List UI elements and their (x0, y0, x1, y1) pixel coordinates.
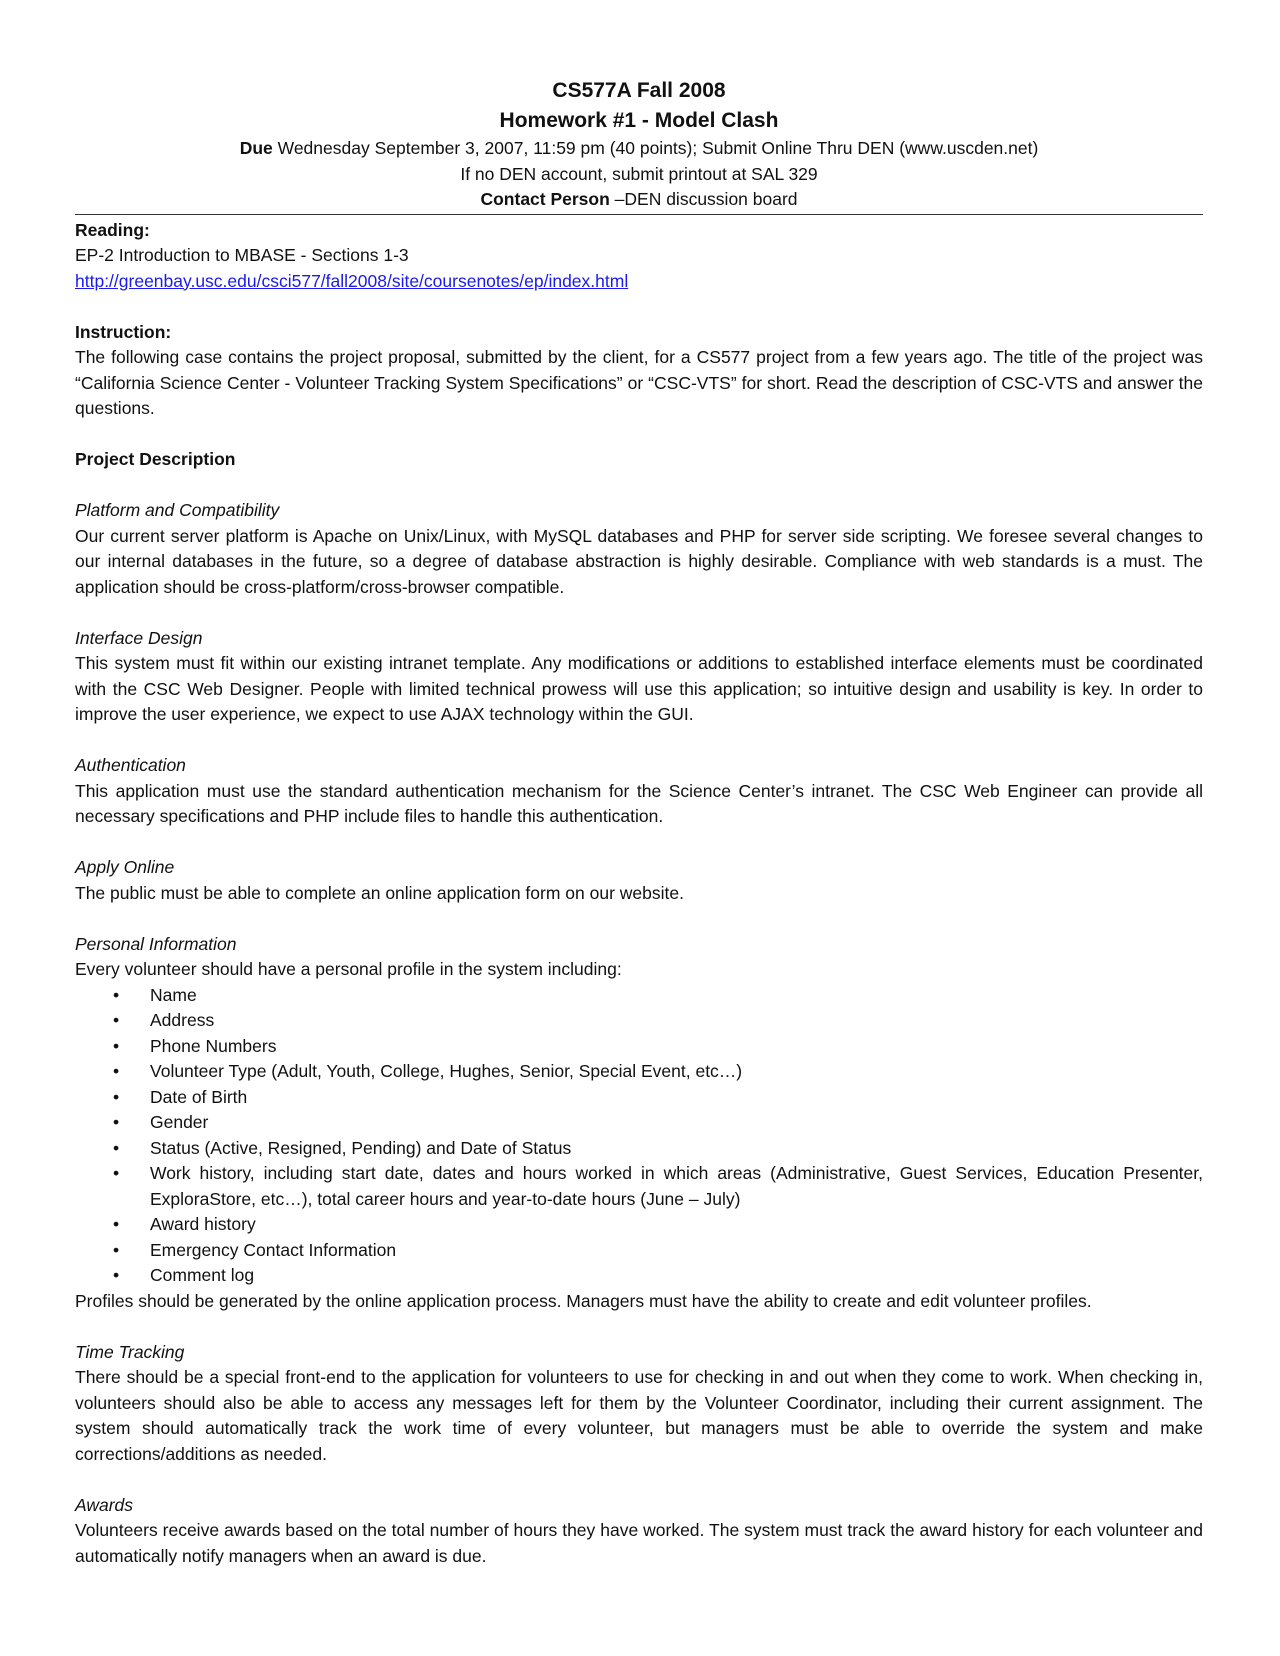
homework-title: Homework #1 - Model Clash (499, 109, 779, 132)
list-item-text: Award history (150, 1214, 256, 1234)
reading-link[interactable]: http://greenbay.usc.edu/csci577/fall2008/site/coursenotes/ep/index.html (75, 270, 629, 291)
due-line (75, 136, 1203, 162)
reading-line: EP-2 Introduction to MBASE - Sections 1-3 (75, 245, 409, 265)
bullet-icon: • (113, 1010, 120, 1030)
bullet-icon: • (113, 984, 120, 1005)
list-item-text: Date of Birth (150, 1086, 248, 1107)
bullet-icon: • (113, 1239, 120, 1260)
section-text-time-tracking: There should be a special front-end to the application for volunteers to use for checking in and out when they come to work. When checking in, volunteers should also be able to access any messages left for them by the Volunteer Coordinator, including their current assignment. The system should automatically track the work time of every volunteer, but managers must be able to override the system and make corrections/additions as needed. (75, 1367, 1203, 1464)
contact-text: –DEN discussion board (609, 189, 798, 209)
reading-link-row (75, 269, 1203, 295)
list-item (75, 1136, 1203, 1162)
section-heading-authentication: Authentication (75, 755, 186, 775)
contact-label: Contact Person (480, 189, 610, 209)
bullet-icon: • (113, 1137, 120, 1158)
list-item-text: Gender (150, 1112, 209, 1132)
instruction-label: Instruction: (75, 321, 172, 342)
list-item-text: Phone Numbers (150, 1035, 277, 1056)
list-item-text: Emergency Contact Information (150, 1239, 397, 1260)
personal-intro: Every volunteer should have a personal profile in the system including: (75, 959, 622, 979)
list-item-text: Volunteer Type (Adult, Youth, College, Hughes, Senior, Special Event, etc…) (150, 1061, 743, 1081)
list-item (75, 1263, 1203, 1289)
list-item (75, 983, 1203, 1009)
section-text-platform: Our current server platform is Apache on Unix/Linux, with MySQL databases and PHP for server side scripting. We foresee several changes to our internal databases in the future, so a degree of database abstraction is highly desirable. Compliance with web standards is a must. The application should be cross-platform/cross-browser compatible. (75, 525, 1203, 597)
project-description-label: Project Description (75, 449, 236, 469)
section-text-authentication: This application must use the standard authentication mechanism for the Science Center’s intranet. The CSC Web Engineer can provide all necessary specifications and PHP include files to handle this authentication. (75, 780, 1203, 826)
course-title: CS577A Fall 2008 (552, 79, 726, 102)
bullet-icon: • (113, 1163, 120, 1183)
document-body (75, 218, 1203, 1570)
section-heading-time-tracking: Time Tracking (75, 1341, 185, 1362)
list-item (75, 1238, 1203, 1264)
due-label: Due (239, 138, 273, 158)
list-item (75, 1161, 1203, 1212)
list-item-text: Address (150, 1010, 215, 1030)
bullet-icon: • (113, 1086, 120, 1107)
bullet-icon: • (113, 1061, 120, 1081)
list-item (75, 1008, 1203, 1034)
header-divider (75, 214, 1203, 215)
due-text: Wednesday September 3, 2007, 11:59 pm (40 points); Submit Online Thru DEN (www.uscden.net) (272, 138, 1039, 158)
contact-line (75, 187, 1203, 213)
section-text-interface: This system must fit within our existing intranet template. Any modifications or additions to established interface elements must be coordinated with the CSC Web Designer. People with limited technical prowess will use this application; so intuitive design and usability is key. In order to improve the user experience, we expect to use AJAX technology within the GUI. (75, 653, 1203, 724)
list-item-text: Name (150, 984, 197, 1005)
list-item (75, 1110, 1203, 1136)
bullet-icon: • (113, 1035, 120, 1056)
section-heading-personal: Personal Information (75, 933, 237, 954)
section-text-awards: Volunteers receive awards based on the total number of hours they have worked. The system must track the award history for each volunteer and automatically notify managers when an award is due. (75, 1520, 1203, 1566)
bullet-icon: • (113, 1214, 120, 1234)
document-header (75, 76, 1203, 213)
section-heading-awards: Awards (75, 1494, 134, 1515)
bullet-icon: • (113, 1112, 120, 1132)
list-item-text: Work history, including start date, dates and hours worked in which areas (Administrative, Guest Services, Education Presenter, ExploraStore, etc…), total career hours and year-to-date hours (June – July) (150, 1163, 1203, 1209)
instruction-text: The following case contains the project proposal, submitted by the client, for a CS577 project from a few years ago. The title of the project was “California Science Center - Volunteer Tracking System Specifications” or “CSC-VTS” for short. Read the description of CSC-VTS and answer the questions. (75, 347, 1203, 418)
list-item-text: Comment log (150, 1265, 255, 1285)
list-item (75, 1085, 1203, 1111)
list-item (75, 1212, 1203, 1238)
personal-info-list (75, 983, 1203, 1289)
section-heading-apply-online: Apply Online (75, 857, 175, 877)
section-heading-platform: Platform and Compatibility (75, 500, 280, 520)
no-account-line: If no DEN account, submit printout at SAL 329 (460, 163, 818, 184)
section-heading-interface: Interface Design (75, 627, 203, 648)
list-item (75, 1034, 1203, 1060)
document-page (75, 76, 1203, 1569)
bullet-icon: • (113, 1265, 120, 1285)
personal-outro: Profiles should be generated by the online application process. Managers must have the ability to create and edit volunteer profiles. (75, 1290, 1092, 1311)
reading-label: Reading: (75, 219, 150, 240)
list-item (75, 1059, 1203, 1085)
section-text-apply-online: The public must be able to complete an online application form on our website. (75, 882, 684, 903)
list-item-text: Status (Active, Resigned, Pending) and Date of Status (150, 1137, 572, 1158)
